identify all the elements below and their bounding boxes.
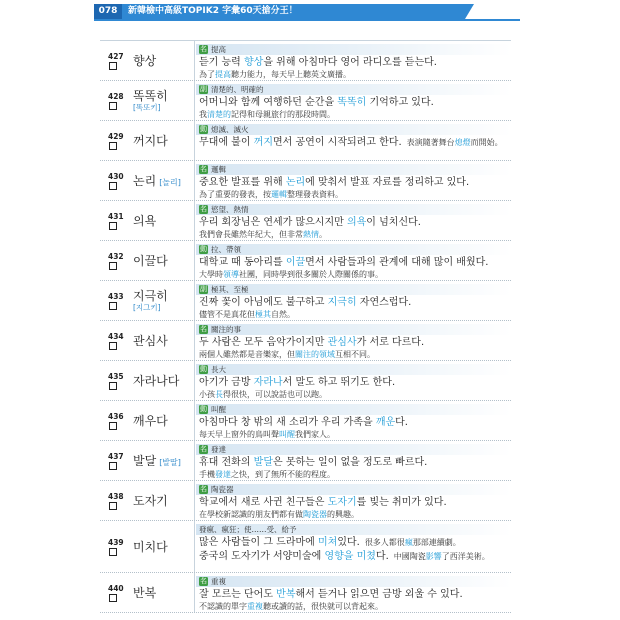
entry-body bbox=[194, 281, 511, 320]
meaning-line bbox=[196, 324, 511, 335]
pos-badge: 名 bbox=[200, 325, 207, 333]
example-chinese bbox=[199, 69, 351, 80]
entry-row bbox=[100, 521, 511, 573]
entry-head bbox=[100, 401, 194, 440]
pos-badge: 副 bbox=[200, 85, 207, 93]
entry-word-block bbox=[133, 334, 168, 348]
entry-meaning: 慾望、熱情 bbox=[211, 205, 249, 214]
entry-word-block bbox=[133, 374, 179, 388]
entry-number: 432 bbox=[108, 251, 124, 261]
entry-body bbox=[194, 121, 511, 160]
example-chinese-pre: 表演隨著舞台 bbox=[406, 138, 455, 147]
example-korean-pre: 아기가 금방 bbox=[199, 377, 254, 388]
example-chinese bbox=[199, 469, 335, 480]
example-korean-keyword: 논리 bbox=[285, 177, 306, 188]
entry-row bbox=[100, 201, 511, 241]
example-korean-pre: 무대에 불이 bbox=[199, 137, 254, 148]
example-korean-post: 있다. bbox=[337, 537, 360, 548]
example-korean-post: 기억하고 있다. bbox=[366, 97, 434, 108]
pos-badge: 動 bbox=[200, 365, 207, 373]
entry-number: 427 bbox=[108, 51, 124, 61]
pos-badge: 動 bbox=[200, 125, 207, 133]
entry-number-block bbox=[108, 172, 133, 190]
example-chinese-pre: 為了 bbox=[199, 70, 215, 79]
entry-number-block bbox=[108, 412, 133, 430]
entry-head bbox=[100, 201, 194, 240]
pos-badge: 動 bbox=[200, 245, 207, 253]
entry-body bbox=[194, 161, 511, 200]
entry-number-block bbox=[108, 52, 133, 70]
example-chinese bbox=[365, 537, 461, 548]
entry-body bbox=[194, 201, 511, 240]
example-korean-post: 이 넘치신다. bbox=[366, 217, 421, 228]
example-korean-pre: 중요한 발표를 위해 bbox=[199, 177, 286, 188]
checkbox bbox=[109, 102, 117, 110]
example-chinese-post: 聽或讀的話，很快就可以背起來。 bbox=[263, 602, 383, 611]
entry-meaning: 叫醒 bbox=[211, 405, 226, 414]
entry-head bbox=[100, 321, 194, 360]
example-korean-post: 가 서로 다르다. bbox=[356, 337, 425, 348]
example-korean-pre: 아침마다 창 밖의 새 소리가 우리 가족을 bbox=[199, 417, 376, 428]
example-korean-keyword: 반복 bbox=[276, 589, 296, 600]
example-korean bbox=[199, 416, 408, 429]
entry-meaning: 邏輯 bbox=[211, 165, 226, 174]
meaning-line bbox=[196, 284, 511, 295]
pos-badge: 名 bbox=[200, 485, 207, 493]
entry-meaning: 清楚的、明確的 bbox=[211, 85, 264, 94]
example-chinese-pre: 每天早上窗外的鳥叫聲 bbox=[199, 430, 279, 439]
book-title: 新韓檢中高級TOPIK2 字彙60天搶分王！ bbox=[128, 6, 298, 16]
example-sentence bbox=[199, 136, 511, 149]
pos-badge: 名 bbox=[200, 165, 207, 173]
pos-badge: 名 bbox=[200, 445, 207, 453]
entry-word-block bbox=[133, 174, 181, 188]
example-chinese-pre: 儘管不是真花但 bbox=[199, 310, 255, 319]
example-chinese bbox=[407, 137, 503, 148]
checkbox bbox=[109, 142, 117, 150]
entry-word: 꺼지다 bbox=[133, 133, 168, 148]
example-sentence bbox=[199, 536, 511, 549]
example-chinese-keyword: 發達 bbox=[215, 470, 231, 479]
entry-row bbox=[100, 441, 511, 481]
entry-head bbox=[100, 481, 194, 520]
entry-body bbox=[194, 321, 511, 360]
example-korean-keyword: 꺼지 bbox=[253, 137, 273, 148]
entry-meaning: 長大 bbox=[211, 365, 226, 374]
entry-word: 의욕 bbox=[133, 213, 157, 228]
example-sentence bbox=[199, 96, 511, 120]
entry-word-block bbox=[133, 134, 168, 148]
example-chinese-pre: 小孩 bbox=[199, 390, 215, 399]
example-korean-post: 면서 사람들과의 관계에 대해 많이 배웠다. bbox=[305, 257, 489, 268]
meaning-line bbox=[196, 244, 511, 255]
entry-row bbox=[100, 281, 511, 321]
example-korean-keyword: 도자기 bbox=[327, 497, 357, 508]
entry-head bbox=[100, 41, 194, 80]
example-korean-post: 를 빚는 취미가 있다. bbox=[356, 497, 447, 508]
checkbox bbox=[109, 594, 117, 602]
entry-number: 433 bbox=[108, 291, 124, 301]
entry-word: 논리 bbox=[133, 173, 157, 188]
entry-word: 향상 bbox=[133, 53, 157, 68]
entry-number-block bbox=[108, 292, 133, 310]
checkbox bbox=[109, 62, 117, 70]
example-korean bbox=[199, 376, 395, 389]
example-chinese bbox=[199, 429, 335, 440]
example-sentence bbox=[199, 216, 511, 240]
example-chinese-post: 社團，同時學到很多關於人際關係的事。 bbox=[239, 270, 383, 279]
entry-number: 435 bbox=[108, 371, 124, 381]
entry-body bbox=[194, 573, 511, 612]
checkbox bbox=[109, 302, 117, 310]
checkbox bbox=[109, 502, 117, 510]
example-chinese bbox=[394, 551, 490, 562]
example-korean-keyword: 지극히 bbox=[327, 297, 357, 308]
checkbox bbox=[109, 382, 117, 390]
entry-row bbox=[100, 401, 511, 441]
example-chinese-pre: 大學時 bbox=[199, 270, 223, 279]
example-chinese-keyword: 叫醒 bbox=[279, 430, 295, 439]
entry-number: 434 bbox=[108, 331, 124, 341]
entry-word: 반복 bbox=[133, 585, 157, 600]
example-sentence bbox=[199, 296, 511, 320]
example-chinese-post: 。 bbox=[319, 230, 327, 239]
entry-number-block bbox=[108, 252, 133, 270]
example-sentence bbox=[199, 256, 511, 280]
example-chinese-keyword: 影響 bbox=[425, 552, 442, 561]
meaning-line bbox=[196, 576, 511, 587]
example-korean bbox=[199, 336, 424, 349]
example-chinese-pre: 我們會長雖然年紀大，但非常 bbox=[199, 230, 303, 239]
header-rule bbox=[94, 19, 520, 21]
example-chinese bbox=[199, 109, 335, 120]
entry-head bbox=[100, 521, 194, 572]
entry-word-block bbox=[133, 414, 168, 428]
entry-number-block bbox=[108, 584, 133, 602]
example-chinese-pre: 為了重要的發表，按 bbox=[199, 190, 271, 199]
page-header bbox=[94, 4, 520, 21]
entry-head bbox=[100, 441, 194, 480]
example-korean-keyword: 영향을 미쳤 bbox=[324, 551, 376, 562]
entry-word: 깨우다 bbox=[133, 413, 168, 428]
checkbox bbox=[109, 262, 117, 270]
example-chinese-post: 自然。 bbox=[271, 310, 295, 319]
entry-pronunciation: [놀리] bbox=[159, 177, 181, 187]
entry-row bbox=[100, 81, 511, 121]
entry-body bbox=[194, 241, 511, 280]
entry-number: 429 bbox=[108, 131, 124, 141]
example-chinese-post: 記得和母親旅行的那段時間。 bbox=[231, 110, 335, 119]
example-sentence bbox=[199, 376, 511, 400]
entry-word-block bbox=[133, 289, 168, 312]
example-sentence bbox=[199, 550, 511, 563]
example-korean-keyword: 의욕 bbox=[346, 217, 367, 228]
entry-head bbox=[100, 121, 194, 160]
entry-row bbox=[100, 241, 511, 281]
example-korean-keyword: 향상 bbox=[244, 57, 264, 68]
example-korean-keyword: 관심사 bbox=[327, 337, 357, 348]
example-korean-post: 다. bbox=[395, 417, 408, 428]
example-chinese bbox=[199, 601, 383, 612]
entry-pronunciation: [발딸] bbox=[159, 457, 181, 467]
entry-row bbox=[100, 161, 511, 201]
example-korean-keyword: 깨운 bbox=[375, 417, 396, 428]
entry-number: 431 bbox=[108, 211, 124, 221]
entry-pronunciation: [지그키] bbox=[133, 303, 161, 312]
meaning-line bbox=[196, 364, 511, 375]
example-korean bbox=[199, 256, 488, 269]
example-sentence bbox=[199, 456, 511, 480]
entry-meaning: 關注的事 bbox=[211, 325, 241, 334]
entry-body bbox=[194, 41, 511, 80]
entry-word-block bbox=[133, 540, 168, 554]
example-chinese-pre: 手機 bbox=[199, 470, 215, 479]
checkbox bbox=[109, 462, 117, 470]
example-korean-post: 을 위해 아침마다 영어 라디오를 듣는다. bbox=[263, 57, 437, 68]
example-korean bbox=[199, 56, 437, 69]
entry-word-block bbox=[133, 54, 156, 68]
example-chinese bbox=[199, 389, 327, 400]
example-korean-post: 다. bbox=[375, 551, 389, 562]
pos-badge: 名 bbox=[200, 45, 207, 53]
example-korean-post: 은 못하는 일이 없을 정도로 빠르다. bbox=[273, 457, 428, 468]
example-korean-pre: 중국의 도자기가 서양미술에 bbox=[199, 551, 325, 562]
example-korean-post: 해서 듣거나 읽으면 금방 외울 수 있다. bbox=[295, 589, 463, 600]
example-korean-pre: 학교에서 새로 사귄 친구들은 bbox=[199, 497, 328, 508]
checkbox bbox=[109, 422, 117, 430]
entry-meaning: 陶瓷器 bbox=[211, 485, 234, 494]
example-chinese-keyword: 陶瓷器 bbox=[303, 510, 327, 519]
entry-head bbox=[100, 361, 194, 400]
example-chinese bbox=[199, 309, 295, 320]
entry-meaning: 拉、帶領 bbox=[211, 245, 241, 254]
example-chinese-pre: 在學校新認識的朋友們都有做 bbox=[199, 510, 303, 519]
example-korean-keyword: 똑똑히 bbox=[337, 97, 367, 108]
entry-word-block bbox=[133, 214, 156, 228]
entry-number-block bbox=[108, 372, 133, 390]
example-sentence bbox=[199, 496, 511, 520]
example-chinese-keyword: 熱情 bbox=[303, 230, 319, 239]
example-sentence bbox=[199, 56, 511, 80]
example-chinese-post: 我們家人。 bbox=[295, 430, 335, 439]
example-korean-pre: 어머니와 함께 여행하던 순간을 bbox=[199, 97, 338, 108]
pos-badge: 動 bbox=[200, 405, 207, 413]
entry-meaning: 發瘋、瘋狂；使……受、給予 bbox=[199, 525, 297, 534]
meaning-line bbox=[196, 44, 511, 55]
entry-number: 440 bbox=[108, 583, 124, 593]
entry-row bbox=[100, 481, 511, 521]
example-korean-post: 에 맞춰서 발표 자료를 정리하고 있다. bbox=[305, 177, 470, 188]
example-korean bbox=[199, 536, 360, 549]
example-sentence bbox=[199, 336, 511, 360]
entry-number: 430 bbox=[108, 171, 124, 181]
entry-number-block bbox=[108, 92, 133, 110]
example-chinese-pre: 很多人都很 bbox=[364, 538, 405, 547]
example-sentence bbox=[199, 176, 511, 200]
example-chinese-keyword: 邏輯 bbox=[271, 190, 287, 199]
example-chinese-post: 得很快，可以說話也可以跑。 bbox=[223, 390, 327, 399]
entry-head bbox=[100, 573, 194, 612]
meaning-line bbox=[196, 164, 511, 175]
entry-body bbox=[194, 81, 511, 120]
example-korean bbox=[199, 496, 447, 509]
entry-meaning: 重複 bbox=[211, 577, 226, 586]
example-korean-keyword: 자라나 bbox=[253, 377, 283, 388]
entry-meaning: 提高 bbox=[211, 45, 226, 54]
entry-number: 438 bbox=[108, 491, 124, 501]
entry-number-block bbox=[108, 132, 133, 150]
entry-word-block bbox=[133, 254, 168, 268]
entry-row bbox=[100, 361, 511, 401]
checkbox bbox=[109, 182, 117, 190]
example-chinese-post: 聽力能力，每天早上聽英文廣播。 bbox=[231, 70, 351, 79]
entry-word-block bbox=[133, 454, 181, 468]
meaning-line bbox=[196, 484, 511, 495]
entry-body bbox=[194, 441, 511, 480]
meaning-line bbox=[196, 524, 511, 535]
example-chinese bbox=[199, 229, 327, 240]
example-chinese-post: 之快，到了無所不能的程度。 bbox=[231, 470, 335, 479]
example-korean-post: 자연스럽다. bbox=[356, 297, 412, 308]
example-chinese-keyword: 領導 bbox=[223, 270, 239, 279]
entry-row bbox=[100, 121, 511, 161]
entry-number: 437 bbox=[108, 451, 124, 461]
page-number: 078 bbox=[94, 4, 122, 19]
example-korean-pre: 많은 사람들이 그 드라마에 bbox=[199, 537, 318, 548]
example-chinese-post: 而開始。 bbox=[470, 138, 503, 147]
entry-word-block bbox=[133, 586, 156, 600]
entry-word: 똑똑히 bbox=[133, 89, 168, 103]
entry-body bbox=[194, 481, 511, 520]
example-korean-keyword: 이끌 bbox=[285, 257, 306, 268]
entry-row bbox=[100, 321, 511, 361]
example-korean-keyword: 발달 bbox=[253, 457, 273, 468]
example-korean-pre: 두 사람은 모두 음악가이지만 bbox=[199, 337, 328, 348]
example-chinese-keyword: 瘋 bbox=[404, 538, 413, 547]
entry-meaning: 發達 bbox=[211, 445, 226, 454]
entry-number: 428 bbox=[108, 91, 124, 101]
example-chinese-post: 了西洋美術。 bbox=[441, 552, 490, 561]
entry-number: 436 bbox=[108, 411, 124, 421]
entry-number-block bbox=[108, 492, 133, 510]
example-chinese bbox=[199, 349, 375, 360]
example-chinese-keyword: 長 bbox=[215, 390, 223, 399]
example-korean-pre: 대학교 때 동아리를 bbox=[199, 257, 286, 268]
example-chinese-keyword: 熄燈 bbox=[454, 138, 471, 147]
example-korean bbox=[199, 588, 463, 601]
example-chinese-post: 互相不同。 bbox=[335, 350, 375, 359]
example-chinese-pre: 中國陶瓷 bbox=[393, 552, 426, 561]
example-korean-keyword: 미쳐 bbox=[317, 537, 338, 548]
example-korean bbox=[199, 216, 421, 229]
example-korean-post: 면서 공연이 시작되려고 한다. bbox=[273, 137, 402, 148]
example-chinese-keyword: 重複 bbox=[247, 602, 263, 611]
entry-number-block bbox=[108, 538, 133, 556]
entry-word: 도자기 bbox=[133, 493, 168, 508]
example-sentence bbox=[199, 416, 511, 440]
meaning-line bbox=[196, 444, 511, 455]
example-chinese-keyword: 關注的領域 bbox=[295, 350, 335, 359]
entry-number-block bbox=[108, 452, 133, 470]
example-chinese-keyword: 清楚的 bbox=[207, 110, 231, 119]
example-korean-pre: 듣기 능력 bbox=[199, 57, 244, 68]
example-korean-pre: 우리 회장님은 연세가 많으시지만 bbox=[199, 217, 347, 228]
example-chinese-keyword: 極其 bbox=[255, 310, 271, 319]
checkbox bbox=[109, 548, 117, 556]
example-korean-pre: 진짜 꽃이 아님에도 불구하고 bbox=[199, 297, 328, 308]
meaning-line bbox=[196, 204, 511, 215]
entry-word: 미치다 bbox=[133, 539, 168, 554]
pos-badge: 名 bbox=[200, 205, 207, 213]
example-sentence bbox=[199, 588, 511, 612]
entry-row bbox=[100, 41, 511, 81]
entry-word: 발달 bbox=[133, 453, 157, 468]
example-chinese bbox=[199, 509, 359, 520]
entry-head bbox=[100, 241, 194, 280]
entry-body bbox=[194, 361, 511, 400]
checkbox bbox=[109, 342, 117, 350]
entry-meaning: 熄滅、滅火 bbox=[211, 125, 249, 134]
meaning-line bbox=[196, 84, 511, 95]
example-chinese bbox=[199, 189, 343, 200]
example-korean-pre: 휴대 전화의 bbox=[199, 457, 254, 468]
meaning-line bbox=[196, 124, 511, 135]
entry-body bbox=[194, 521, 511, 572]
example-korean bbox=[199, 176, 469, 189]
example-korean-post: 서 말도 하고 뛰기도 한다. bbox=[282, 377, 396, 388]
entry-head bbox=[100, 81, 194, 120]
entry-word: 이끌다 bbox=[133, 253, 168, 268]
entry-row bbox=[100, 573, 511, 613]
example-korean bbox=[199, 550, 389, 563]
example-chinese-keyword: 提高 bbox=[215, 70, 231, 79]
example-chinese bbox=[199, 269, 383, 280]
example-korean bbox=[199, 456, 427, 469]
entry-word: 자라나다 bbox=[133, 373, 180, 388]
example-korean bbox=[199, 136, 402, 149]
example-chinese-post: 那部連續劇。 bbox=[412, 538, 461, 547]
pos-badge: 名 bbox=[200, 577, 207, 585]
example-chinese-pre: 我 bbox=[199, 110, 207, 119]
entry-head bbox=[100, 161, 194, 200]
example-chinese-post: 的興趣。 bbox=[327, 510, 359, 519]
entry-number: 439 bbox=[108, 537, 124, 547]
vocabulary-table bbox=[100, 40, 511, 613]
entry-number-block bbox=[108, 332, 133, 350]
meaning-line bbox=[196, 404, 511, 415]
entry-number-block bbox=[108, 212, 133, 230]
example-korean bbox=[199, 296, 411, 309]
pos-badge: 副 bbox=[200, 285, 207, 293]
entry-word-block bbox=[133, 89, 168, 112]
example-chinese-pre: 兩個人雖然都是音樂家，但 bbox=[199, 350, 295, 359]
entry-word-block bbox=[133, 494, 168, 508]
entry-word: 지극히 bbox=[133, 289, 168, 303]
entry-body bbox=[194, 401, 511, 440]
entry-word: 관심사 bbox=[133, 333, 168, 348]
example-chinese-post: 整理發表資料。 bbox=[287, 190, 343, 199]
example-korean-pre: 잘 모르는 단어도 bbox=[199, 589, 277, 600]
example-korean bbox=[199, 96, 434, 109]
checkbox bbox=[109, 222, 117, 230]
entry-meaning: 極其、至極 bbox=[211, 285, 249, 294]
entry-head bbox=[100, 281, 194, 320]
example-chinese-pre: 不認識的單字 bbox=[199, 602, 247, 611]
entry-pronunciation: [똑또키] bbox=[133, 103, 161, 112]
